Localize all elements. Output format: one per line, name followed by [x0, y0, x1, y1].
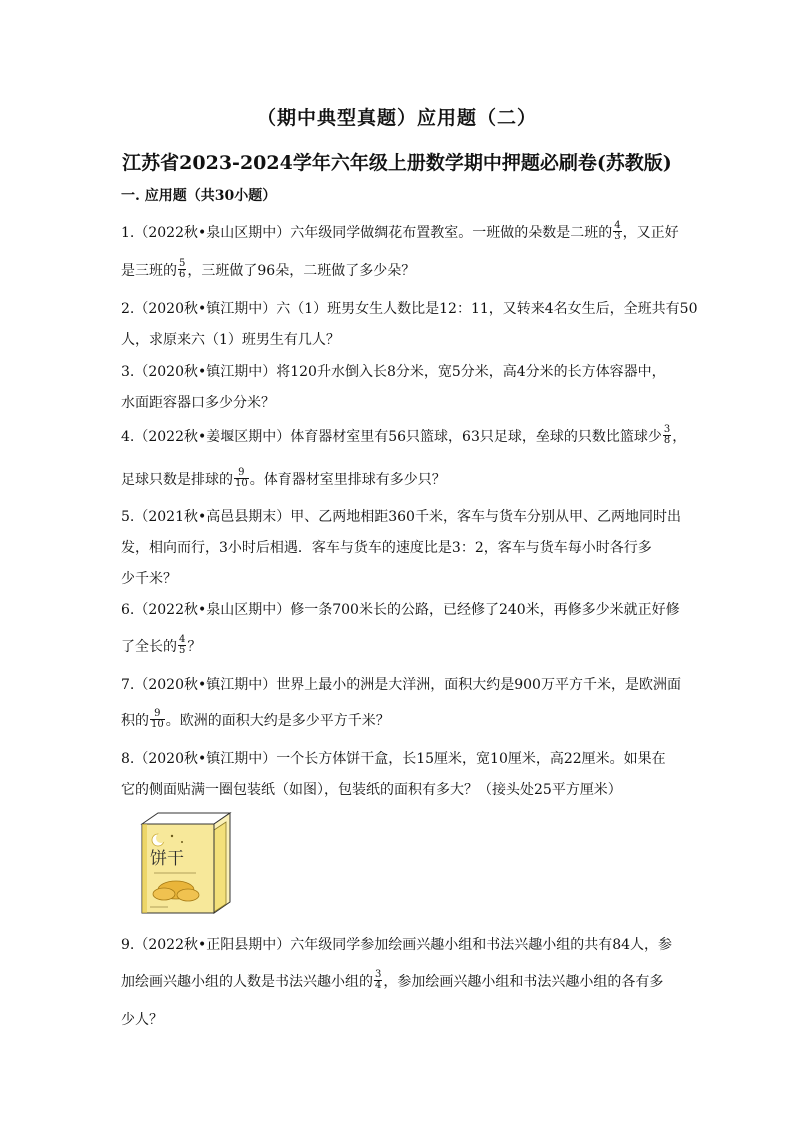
section-heading: 一. 应用题（共30小题）: [121, 188, 277, 204]
biscuit-box-illustration: [138, 810, 234, 920]
fraction: $\frac{4}{3}$: [614, 219, 621, 242]
fraction: $\frac{4}{5}$: [179, 633, 186, 656]
page-subtitle: 江苏省2023-2024学年六年级上册数学期中押题必刷卷(苏教版): [122, 152, 672, 174]
fraction: $\frac{3}{4}$: [375, 968, 382, 991]
document-page: （期中典型真题）应用题（二） 江苏省2023-2024学年六年级上册数学期中押题必刷卷(苏教版) 一. 应用题（共30小题） 1.（2022秋•泉山区期中）六年级同学做绸花布置教室。一班做的朵数是二班的 $\frac{4}{3}$ ，又正好 是三班的 $\frac{5}{6}$ ，三班做了96朵，二班做了多少朵？ 2.（2020秋•镇江期中）六（1）班男女生人数比是12：11，又转来4名女生后，全班共有50 人，求原来六（1）班男生有几人？ 3.（2020秋•镇江期中）将120升水倒入长8分米，宽5分米，高4分米的长方体容器中， 水面距容器口多少分米？ 4.（2022秋•姜堰区期中）体育器材室里有56只篮球，63只足球，垒球的只数比篮球少 $\frac{3}{8}$ ， 足球只数是排球的 $\frac{9}{10}$ 。体育器材室里排球有多少只？ 5.（2021秋•高邑县期末）甲、乙两地相距360千米，客车与货车分别从甲、乙两地同时出 发，相向而行，3小时后相遇．客车与货车的速度比是3：2，客车与货车每小时各行多 少千米？ 6.（2022秋•泉山区期中）修一条700米长的公路，已经修了240米，再修多少米就正好修 了全长的 $\frac{4}{5}$ ？ 7.（2020秋•镇江期中）世界上最小的洲是大洋洲，面积大约是900万平方千米，是欧洲面 积的 $\frac{9}{10}$ 。欧洲的面积大约是多少平方千米？ 8.（2020秋•镇江期中）一个长方体饼干盒，长15厘米，宽10厘米，高22厘米。如果在 它的侧面贴满一圈包装纸（如图），包装纸的面积有多大？（接头处25平方厘米） 饼干 9.（2022秋•正阳县期中）六年级同学参加绘画兴趣小组和书法兴趣小组的共有84人，参 加绘画兴趣小组的人数是书法兴趣小组的 $\frac{3}{4}$ ，参加绘画兴趣小组和书法兴趣小组的各有多 少人？: [0, 0, 794, 1123]
fraction: $\frac{3}{8}$: [663, 423, 671, 446]
box-label: 饼干: [150, 849, 184, 869]
page-title: （期中典型真题）应用题（二）: [256, 107, 537, 129]
fraction: $\frac{5}{6}$: [179, 257, 186, 280]
fraction: $\frac{9}{10}$: [235, 466, 248, 489]
fraction: $\frac{9}{10}$: [151, 707, 164, 730]
